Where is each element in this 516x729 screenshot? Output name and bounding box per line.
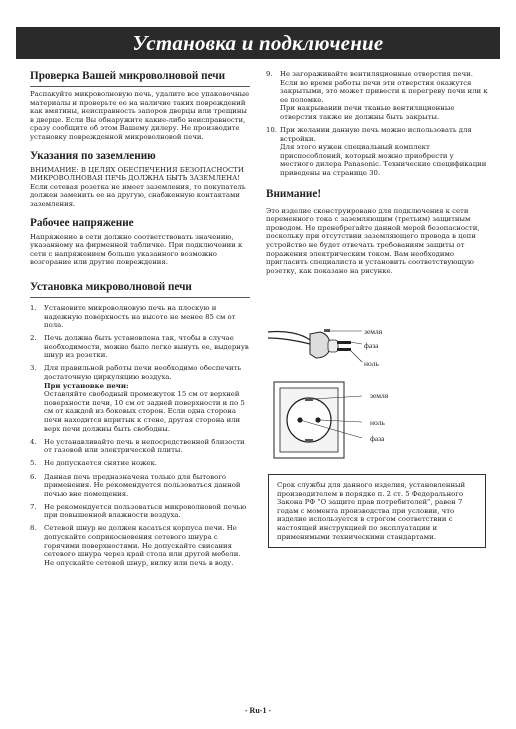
list-item: 4. Не устанавливайте печь в непосредственной близости от газовой или электрической плиты. <box>30 437 245 455</box>
section-title: Проверка Вашей микроволновой печи <box>30 70 250 87</box>
grounding-diagram <box>266 324 488 464</box>
section-body: Это изделие сконструировано для подключения к сети переменного тока с заземляющим (третьим) защитным проводом. Не пренебрегайте данной мерой безопасности, поскольку при отсутствии заземляющего провода в цепи устройство не будет отвечать требованиям защиты от поражения электрическим током. Вам необходимо пригласить специалиста и установить соответствующую розетку, как показано на рисунке. <box>266 206 480 275</box>
list-item: 3. Для правильной работы печи необходимо обеспечить достаточную циркуляцию воздуха. При установке печи: Оставляйте свободный промежуток 15 см от верхней поверхности печи, 10 см от задней поверхности и по 5 см от каждой из боковых сторон. Если одна сторона печи находится впритык к стене, другая сторона или верх печи должны быть свободны. <box>30 364 245 433</box>
right-column <box>266 70 488 283</box>
page-number: - Ru-1 - <box>244 706 272 715</box>
list-item: 9. Не загораживайте вентиляционные отверстия печи. Если во время работы печи эти отверстия окажутся закрытыми, это может привести к перегреву печи или к ее поломке. При накрывании печи тканью вентиляционные отверстия также не должны быть закрыты. <box>266 70 488 121</box>
socket-phase-label: фаза <box>370 434 385 443</box>
list-item: 10. При желании данную печь можно использовать для встройки. Для этого нужен специальный комплект приспособлений, который можно приобрести у местного дилера Panasonic. Технические спецификации приведены на странице 30. <box>266 126 487 178</box>
section-title: Рабочее напряжение <box>30 216 134 229</box>
list-item: 7. Не рекомендуется пользоваться микроволновой печью при повышенной влажности воздуха. <box>30 502 247 520</box>
section-body: Напряжение в сети должно соответствовать значению, указанному на фирменной табличке. При подключении к сети с напряжением больше указанного возможно возгорание или другие повреждения. <box>30 232 243 267</box>
plug-phase-label: фаза <box>364 341 379 350</box>
service-life-note <box>268 474 486 548</box>
section-title: Внимание! <box>266 187 322 200</box>
plug-icon <box>268 329 351 358</box>
installation-list-continued <box>266 70 488 178</box>
section-title: Указания по заземлению <box>30 149 156 162</box>
section-body: Распакуйте микроволновую печь, удалите все упаковочные материалы и проверьте ее на наличие таких повреждений как вмятины, неисправность запоров дверцы или трещины в дверце. Если Вы обнаружите какие-либо неисправности, сразу сообщите об этом Вашему дилеру. Не производите установку поврежденной микроволновой печи. <box>30 90 250 141</box>
section-title: Установка микроволновой печи <box>30 281 250 298</box>
section-check-oven <box>30 70 250 142</box>
socket-neutral-label: ноль <box>370 418 385 427</box>
installation-list <box>30 304 250 568</box>
plug-neutral-label: ноль <box>364 359 379 368</box>
section-grounding <box>30 150 250 209</box>
plug-ground-label: земля <box>364 327 383 336</box>
grounding-warning: ВНИМАНИЕ: В ЦЕЛЯХ ОБЕСПЕЧЕНИЯ БЕЗОПАСНОСТИ МИКРОВОЛНОВАЯ ПЕЧЬ ДОЛЖНА БЫТЬ ЗАЗЕМЛЕНА! <box>30 165 244 183</box>
socket-icon <box>274 382 344 458</box>
section-body: Если сетевая розетка не имеет заземления, то покупатель должен заменить ее на другую, снабженную контактами заземления. <box>30 182 246 208</box>
section-attention <box>266 188 488 276</box>
socket-ground-label: земля <box>370 391 389 400</box>
page-title-banner <box>16 27 500 59</box>
service-life-text: Срок службы для данного изделия, установленный производителем в порядке п. 2 ст. 5 Федерального Закона РФ "О защите прав потребителей", равен 7 годам с момента производства при условии, что изделие используется в строгом соответствии с настоящей инструкцией по эксплуатации и применимыми техническими стандартами. <box>277 481 466 541</box>
list-item: 5. Не допускается снятие ножек. <box>30 459 158 468</box>
list-item: 8. Сетевой шнур не должен касаться корпуса печи. Не допускайте соприкосновения сетевого шнура с горячими поверхностями. Не допускайте свисания сетевого шнура через край стола или другой мебели. Не опускайте сетевой шнур, вилку или печь в воду. <box>30 524 241 567</box>
left-column <box>30 70 250 575</box>
list-item-bold: При установке печи: <box>44 381 129 390</box>
page-title: Установка и подключение <box>132 31 384 55</box>
list-item: 6. Данная печь предназначена только для бытового применения. Не рекомендуется пользоваться данной печью вне помещения. <box>30 472 241 498</box>
section-installation <box>30 281 250 568</box>
list-item: 1. Установите микроволновую печь на плоскую и надежную поверхность на высоте не менее 85 см от пола. <box>30 303 236 330</box>
list-item: 2. Печь должна быть установлена так, чтобы в случае необходимости, можно было легко вынуть ее, выдернув шнур из розетки. <box>30 334 249 360</box>
section-voltage <box>30 217 250 267</box>
